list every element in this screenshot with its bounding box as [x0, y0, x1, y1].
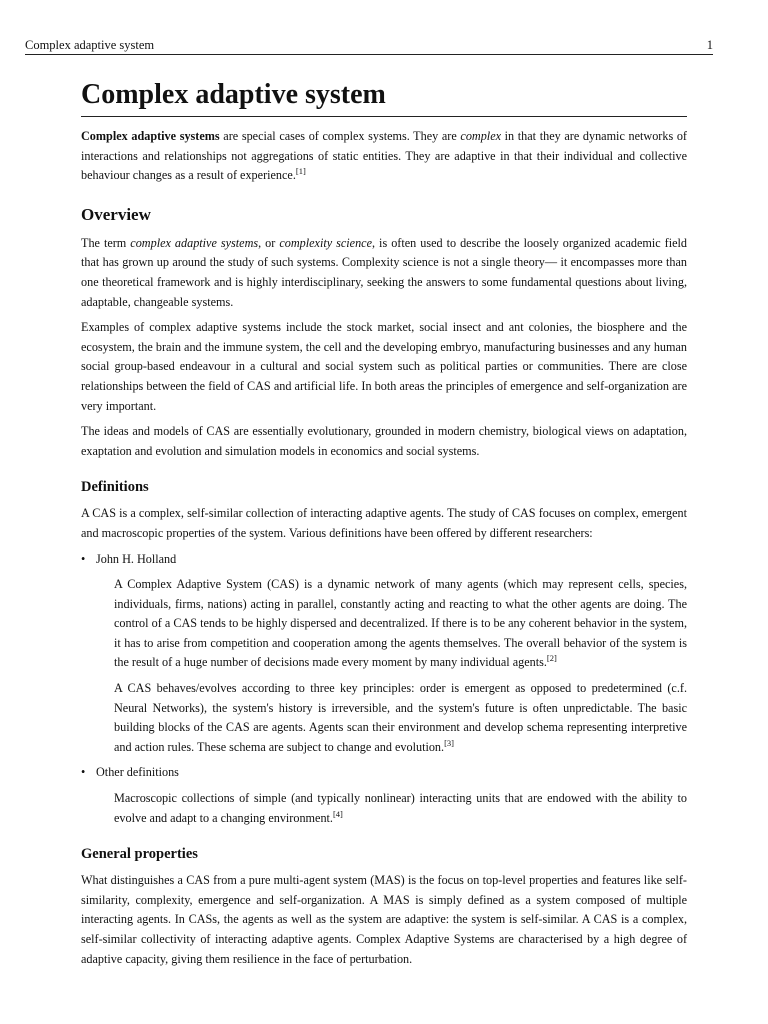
definition-quote-2: A CAS behaves/evolves according to three key principles: order is emergent as opposed to predetermined (c.f. Neural Networks), the system's history is irreversible, and the system's future is often unpredictable. The basic building blocks of the CAS are agents. Agents scan their environment and develop schema representing interpretive and action rules. These schema are subject to change and evolution.[3] [114, 681, 687, 754]
definitions-paragraph: A CAS is a complex, self-similar collection of interacting adaptive agents. The study of CAS focuses on complex, emergent and macroscopic properties of the system. Various definitions have been offered by different researchers: [81, 506, 687, 540]
definition-quote-1: A Complex Adaptive System (CAS) is a dynamic network of many agents (which may represent cells, species, individuals, firms, nations) acting in parallel, constantly acting and reacting to what the other agents are doing. The control of a CAS tends to be highly dispersed and decentralized. If there is to be any coherent behavior in the system, it has to arise from competition and cooperation among the agents themselves. The overall behavior of the system is the result of a huge number of decisions made every moment by many individual agents.[2] [114, 577, 687, 670]
section-heading-definitions: Definitions [81, 479, 149, 496]
overview-paragraph-1: The term complex adaptive systems, or complexity science, is often used to describe the loosely organized academic field that has grown up around the study of such systems. Complexity science is not a single theory— it encompasses more than one theoretical framework and is highly interdisciplinary, seeking the answers to some fundamental questions about living, adaptable, changeable systems. [81, 235, 687, 309]
intro-paragraph: Complex adaptive systems are special cases of complex systems. They are complex in that they are dynamic networks of interactions and relationships not aggregations of static entities. They are adaptive in that their individual and collective behaviour changes as a result of experience.[1] [81, 129, 687, 183]
running-title: Complex adaptive system [25, 38, 155, 52]
intro-bold-term: Complex adaptive systems [81, 129, 220, 143]
definition-quote-3: Macroscopic collections of simple (and typically nonlinear) interacting units that are endowed with the ability to evolve and adapt to a changing environment.[4] [114, 791, 687, 825]
section-heading-general-properties: General properties [81, 846, 198, 863]
intro-italic-term: complex [460, 129, 502, 143]
section-heading-overview: Overview [81, 204, 151, 224]
running-header [25, 38, 713, 55]
page-number: 1 [706, 38, 713, 52]
citation-link[interactable]: [2] [546, 653, 557, 664]
citation-link[interactable]: [1] [295, 166, 306, 177]
bullet-item-other [81, 763, 687, 783]
bullet-icon: • [81, 765, 86, 780]
bullet-label: Other definitions [96, 765, 179, 780]
page-title: Complex adaptive system [81, 78, 687, 117]
bullet-icon: • [81, 551, 86, 566]
citation-link[interactable]: [3] [444, 737, 454, 748]
article-body [81, 78, 687, 975]
bullet-item-holland [81, 550, 687, 570]
overview-paragraph-2: Examples of complex adaptive systems include the stock market, social insect and ant colonies, the biosphere and the ecosystem, the brain and the immune system, the cell and the developing embryo, manufacturing businesses and any human social group-based endeavour in a cultural and social system such as political parties or communities. There are close relationships between the field of CAS and artificial life. In both areas the principles of emergence and self-organization are very important. [81, 320, 687, 413]
general-properties-paragraph: What distinguishes a CAS from a pure multi-agent system (MAS) is the focus on top-level properties and features like self-similarity, complexity, emergence and self-organization. A MAS is simply defined as a system composed of multiple interacting agents. In CASs, the agents as well as the system are adaptive: the system is self-similar. A CAS is a complex, self-similar collectivity of interacting adaptive agents. Complex Adaptive Systems are characterised by a high degree of adaptive capacity, giving them resilience in the face of perturbation. [81, 873, 687, 966]
citation-link[interactable]: [4] [332, 808, 343, 819]
overview-paragraph-3: The ideas and models of CAS are essentially evolutionary, grounded in modern chemistry, biological views on adaptation, exaptation and evolution and simulation models in economics and social systems. [81, 424, 687, 458]
bullet-label: John H. Holland [96, 551, 177, 566]
